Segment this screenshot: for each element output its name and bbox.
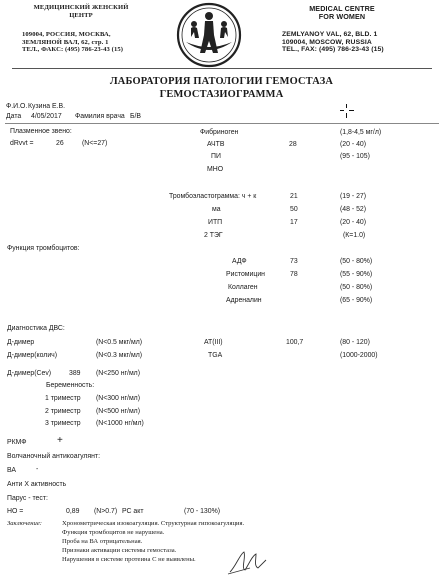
patient-divider — [5, 123, 439, 124]
trimester3-name: 3 триместр — [45, 420, 81, 427]
teg-ch-norm: (19 - 27) — [340, 193, 367, 200]
va-value: - — [36, 466, 39, 473]
rkmf-label: РКМФ — [7, 439, 27, 446]
clinic-logo-icon — [176, 2, 242, 68]
ddimer-cev-norm: (N<250 нг/мл) — [96, 370, 140, 377]
anti-x-label: Анти Х активность — [7, 481, 67, 488]
conclusion-line: Нарушения в системе протеина С не выявлены. — [62, 556, 196, 563]
no-value: 0,89 — [66, 508, 80, 515]
itp-name: ИТП — [208, 219, 223, 226]
drvvt-label: dRvvt = — [10, 140, 34, 147]
patient-name-value: Кузина Е.В. — [28, 103, 66, 110]
page-subtitle: ГЕМОСТАЗИОГРАММА — [159, 89, 284, 100]
header-right — [282, 5, 402, 21]
ddimer-cev-name: Д-димер(Cev) — [7, 370, 52, 377]
header-left — [16, 4, 146, 19]
ddimer-cev-value: 389 — [69, 370, 81, 377]
teg2-norm: (К=1.0) — [343, 232, 366, 239]
fibrinogen-name: Фибриноген — [200, 129, 239, 136]
adp-norm: (50 - 80%) — [340, 258, 373, 265]
dic-label: Диагностика ДВС: — [7, 325, 65, 332]
teg-ch-value: 21 — [290, 193, 298, 200]
header-left-address — [22, 31, 123, 54]
date-value: 4/05/2017 — [31, 113, 62, 120]
header-right-line: ZEMLYANOY VAL, 62, BLD. 1 — [282, 31, 378, 38]
at3-value: 100,7 — [286, 339, 304, 346]
conclusion-label: Заключение: — [7, 520, 42, 527]
ristomycin-norm: (55 - 90%) — [340, 271, 373, 278]
header-right-address — [282, 31, 384, 54]
no-label: НО = — [7, 508, 24, 515]
itp-value: 17 — [290, 219, 298, 226]
drvvt-norm: (N<=27) — [82, 140, 108, 147]
header-right-line: FOR WOMEN — [318, 12, 366, 21]
header-right-line: TEL., FAX: (495) 786-23-43 (15) — [282, 46, 384, 54]
plasma-label: Плазменное звено: — [10, 128, 72, 135]
pi-norm: (95 - 105) — [340, 153, 370, 160]
conclusion-line: Признаки активации системы гемостаза. — [62, 547, 177, 554]
ristomycin-name: Ристомицин — [226, 271, 265, 278]
collagen-norm: (50 - 80%) — [340, 284, 373, 291]
trimester2-norm: (N<500 нг/мл) — [96, 408, 140, 415]
itp-norm: (20 - 40) — [340, 219, 367, 226]
no-norm: (N>0.7) — [94, 508, 118, 515]
header-left-line: ЦЕНТР — [69, 11, 93, 19]
ddimer-norm: (N<0.5 мкг/мл) — [96, 339, 143, 346]
aptt-value: 28 — [289, 141, 297, 148]
platelet-label: Функция тромбоцитов: — [7, 245, 80, 252]
va-label: ВА — [7, 467, 16, 474]
adrenaline-name: Адреналин — [226, 297, 262, 304]
header-left-line: ЗЕМЛЯНОЙ ВАЛ, 62, стр. 1 — [22, 38, 109, 46]
doctor-label: Фамилия врача — [75, 113, 125, 120]
conclusion-line: Функция тромбоцитов не нарушена. — [62, 529, 165, 536]
teg-ma-value: 50 — [290, 206, 298, 213]
adrenaline-norm: (65 - 90%) — [340, 297, 373, 304]
ddimer-quant-norm: (N<0.3 мкг/мл) — [96, 352, 143, 359]
aptt-norm: (20 - 40) — [340, 141, 367, 148]
at3-name: АТ(III) — [204, 339, 223, 346]
ristomycin-value: 78 — [290, 271, 298, 278]
header-right-line: MEDICAL CENTRE — [309, 4, 375, 13]
header-left-line: ТЕЛ., ФАКС: (495) 786-23-43 (15) — [22, 46, 124, 54]
conclusion-line: Хронометрическая изокоагуляция. Структурная гипокоагуляция. — [62, 520, 245, 527]
tga-norm: (1000-2000) — [340, 352, 378, 359]
cursor-crosshair-icon — [340, 104, 354, 118]
header-right-line: 109004, MOSCOW, RUSSIA — [282, 38, 372, 46]
teg-ma-norm: (48 - 52) — [340, 206, 367, 213]
doctor-value: Б/В — [130, 113, 142, 120]
trimester1-norm: (N<300 нг/мл) — [96, 395, 140, 402]
adp-name: АДФ — [232, 258, 247, 265]
rs-label: РС акт — [122, 508, 144, 515]
page-title: ЛАБОРАТОРИЯ ПАТОЛОГИИ ГЕМОСТАЗА — [109, 76, 334, 87]
parus-label: Парус - тест: — [7, 495, 48, 502]
drvvt-value: 26 — [56, 140, 64, 147]
teg-ma-name: ма — [212, 206, 221, 213]
signature-icon — [226, 548, 270, 576]
fibrinogen-norm: (1,8-4,5 мг/л) — [340, 129, 382, 136]
ddimer-quant-name: Д-димер(колич) — [7, 352, 58, 359]
collagen-name: Коллаген — [228, 284, 258, 291]
rkmf-value: + — [57, 435, 63, 446]
at3-norm: (80 - 120) — [340, 339, 370, 346]
trimester3-norm: (N<1000 нг/мл) — [96, 420, 144, 427]
ddimer-name: Д-димер — [7, 339, 35, 346]
header-left-line: МЕДИЦИНСКИЙ ЖЕНСКИЙ — [33, 4, 129, 11]
pregnancy-label: Беременность: — [46, 382, 95, 389]
date-label: Дата — [6, 113, 22, 120]
teg-ch-name: Тромбоэластограмма: ч + к — [169, 193, 257, 200]
aptt-name: АЧТВ — [207, 141, 225, 148]
lupus-label: Волчаночный антикоагулянт: — [7, 453, 100, 460]
header-divider — [12, 68, 432, 69]
conclusion-line: Проба на ВА отрицательная. — [62, 538, 143, 545]
rs-norm: (70 - 130%) — [184, 508, 221, 515]
header-left-line: 109004, РОССИЯ, МОСКВА, — [22, 31, 111, 38]
patient-name-label: Ф.И.О. — [6, 103, 28, 110]
trimester1-name: 1 триместр — [45, 395, 81, 402]
trimester2-name: 2 триместр — [45, 408, 81, 415]
tga-name: TGA — [208, 352, 223, 359]
inr-name: МНО — [207, 166, 224, 173]
teg2-name: 2 ТЭГ — [204, 232, 223, 239]
adp-value: 73 — [290, 258, 298, 265]
pi-name: ПИ — [211, 153, 221, 160]
